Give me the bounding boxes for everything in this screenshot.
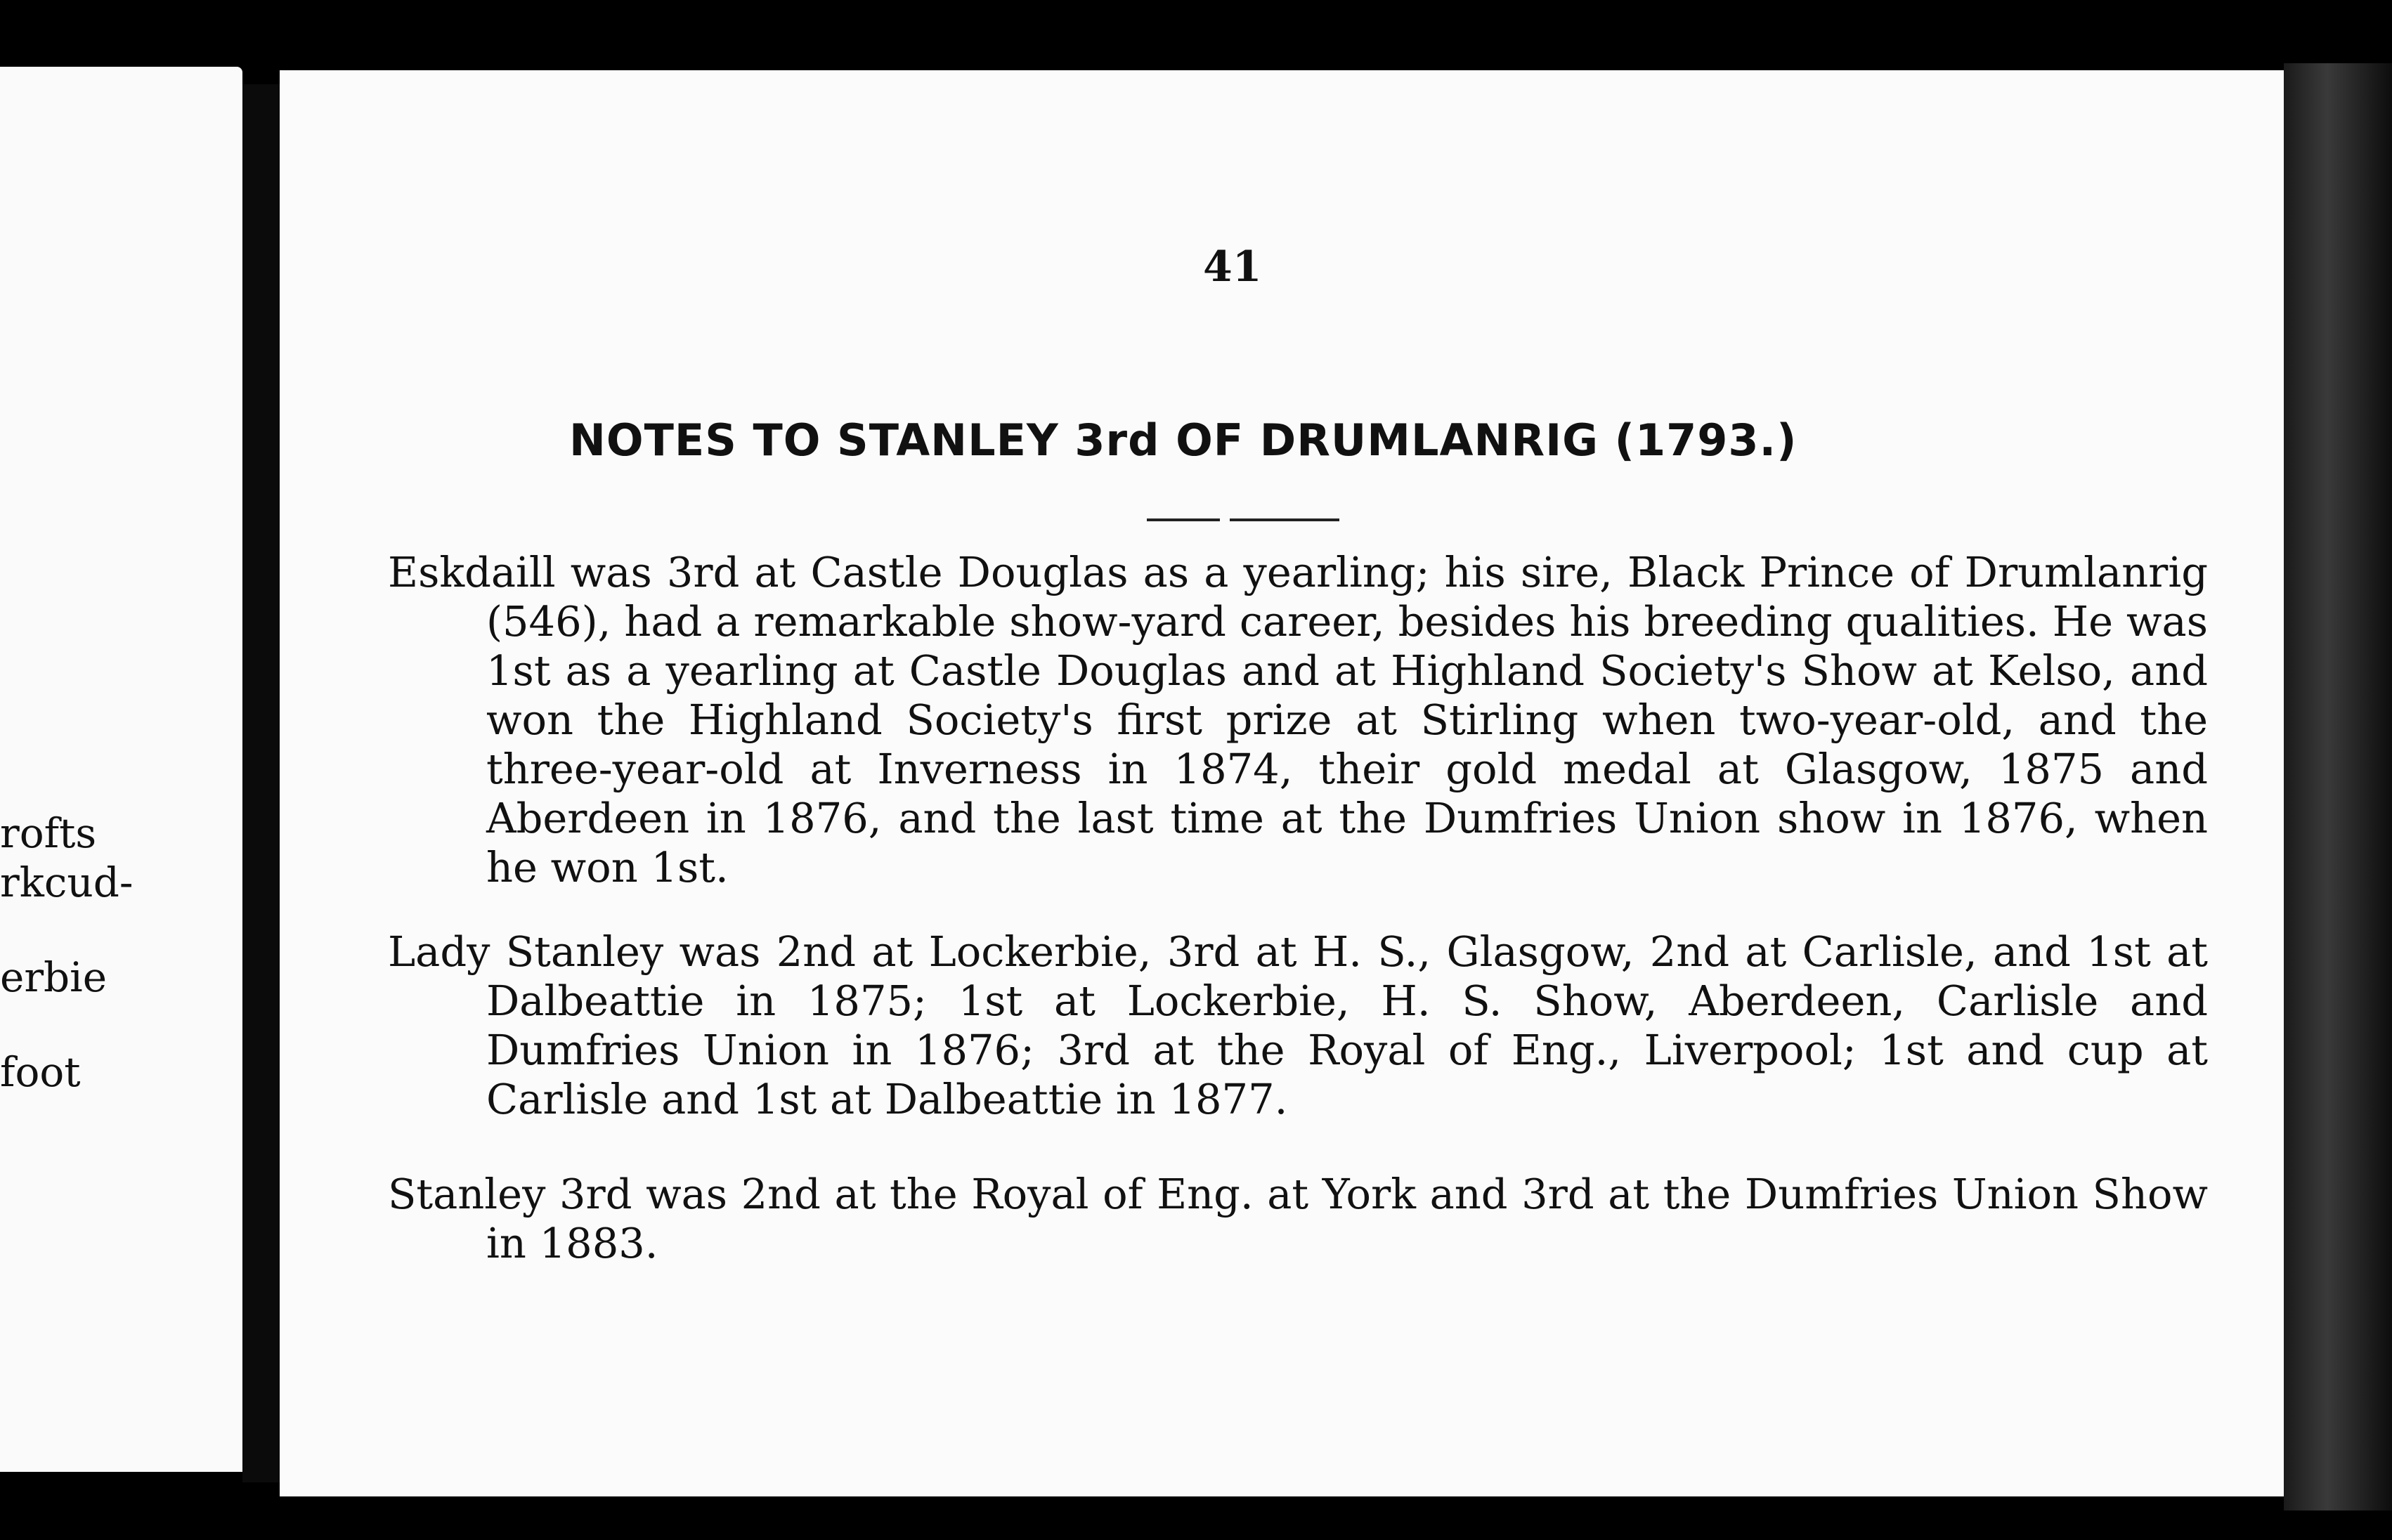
left-fragment-4: foot [0,1048,81,1096]
left-fragment-3: erbie [0,953,108,1001]
left-page-edge [0,67,242,1472]
page-title: NOTES TO STANLEY 3rd OF DRUMLANRIG (1793.) [569,415,1798,466]
page-number: 41 [1203,242,1262,292]
left-fragment-1: rofts [0,809,97,857]
paragraph-lady-stanley: Lady Stanley was 2nd at Lockerbie, 3rd at H. S., Glasgow, 2nd at Carlisle, and 1st at Dalbeattie in 1875; 1st at Lockerbie, H. S. Show, Aberdeen, Carlisle and Dumfries Union in 1876; 3rd at the Royal of Eng., Liverpool; 1st and cup at Carlisle and 1st at Dalbeattie in 1877. [388,927,2208,1123]
title-rule-left [1147,518,1220,521]
paragraph-eskdaill: Eskdaill was 3rd at Castle Douglas as a yearling; his sire, Black Prince of Drumlanrig (546), had a remarkable show-yard career, besides his breeding qualities. He was 1st as a yearling at Castle Douglas and at Highland Society's Show at Kelso, and won the Highland Society's first prize at Stirling when two-year-old, and the three-year-old at Inverness in 1874, their gold medal at Glasgow, 1875 and Aberdeen in 1876, and the last time at the Dumfries Union show in 1876, when he won 1st. [388,548,2208,892]
title-rule-right [1230,518,1339,521]
page-edge-shadow [2284,63,2392,1510]
left-fragment-2: rkcud- [0,859,134,906]
paragraph-stanley-3rd: Stanley 3rd was 2nd at the Royal of Eng. at York and 3rd at the Dumfries Union Show in 1883. [388,1170,2208,1267]
book-spine [242,84,285,1482]
